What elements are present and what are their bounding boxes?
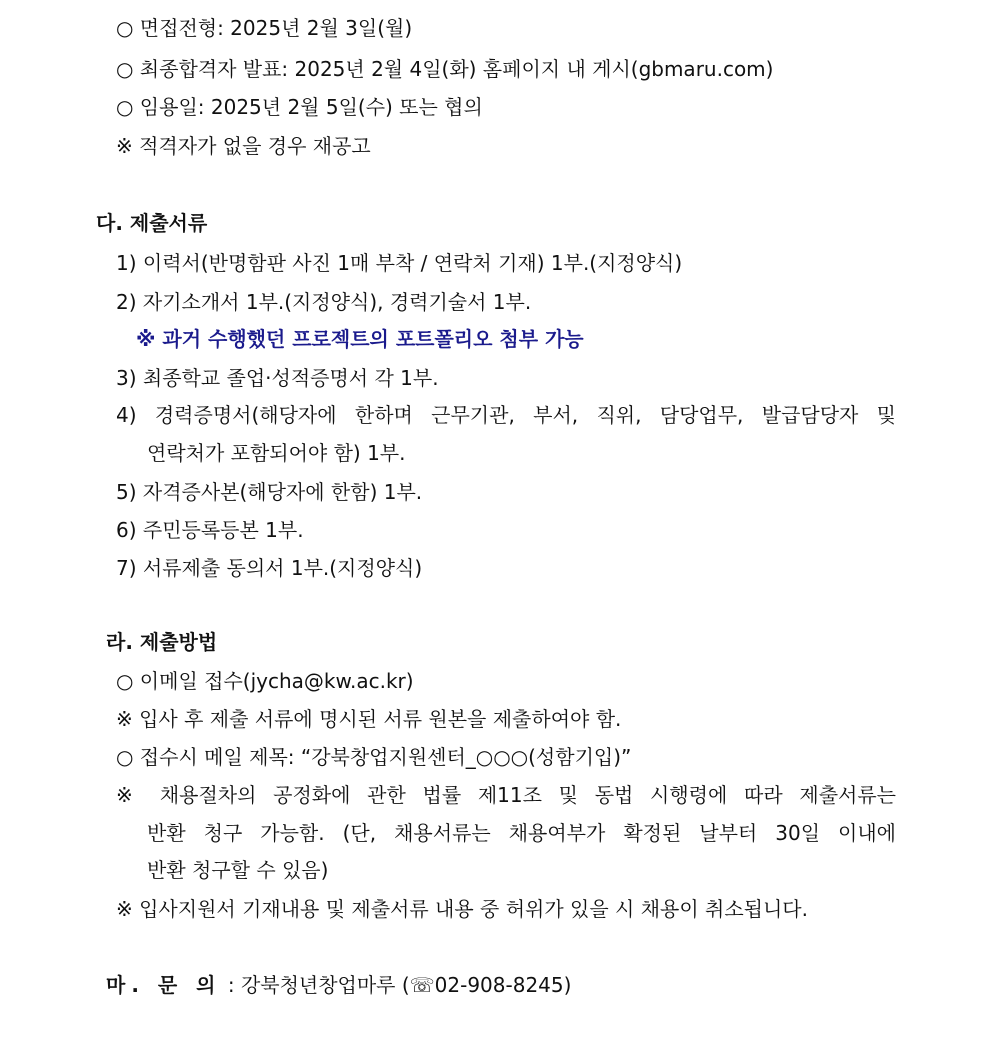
contact-line (106, 971, 571, 999)
contact-label: 마. 문 의 (106, 973, 222, 997)
doc-item-3: 3) 최종학교 졸업·성적증명서 각 1부. (116, 366, 439, 390)
original-docs-note: ※ 입사 후 제출 서류에 명시된 서류 원본을 제출하여야 함. (116, 707, 622, 731)
doc-item-5: 5) 자격증사본(해당자에 한함) 1부. (116, 480, 423, 504)
method-heading: 라. 제출방법 (106, 630, 218, 654)
interview-schedule: ○ 면접전형: 2025년 2월 3일(월) (116, 16, 413, 40)
mail-subject: ○ 접수시 메일 제목: “강북창업지원센터_○○○(성함기입)” (116, 745, 632, 769)
portfolio-note: ※ 과거 수행했던 프로젝트의 포트폴리오 첨부 가능 (136, 327, 584, 351)
doc-item-1: 1) 이력서(반명함판 사진 1매 부착 / 연락처 기재) 1부.(지정양식) (116, 251, 683, 275)
false-info-note: ※ 입사지원서 기재내용 및 제출서류 내용 중 허위가 있을 시 채용이 취소됩니다. (116, 897, 808, 921)
fairness-law-note: ※ 채용절차의 공정화에 관한 법률 제11조 및 동법 시행령에 따라 제출서류는 (116, 783, 896, 807)
final-announcement: ○ 최종합격자 발표: 2025년 2월 4일(화) 홈페이지 내 게시(gbmaru.com) (116, 57, 774, 81)
doc-item-7: 7) 서류제출 동의서 1부.(지정양식) (116, 556, 423, 580)
fairness-law-note-end: 반환 청구할 수 있음) (147, 858, 329, 882)
documents-heading: 다. 제출서류 (96, 211, 208, 235)
email-submission: ○ 이메일 접수(jycha@kw.ac.kr) (116, 669, 414, 693)
doc-item-2: 2) 자기소개서 1부.(지정양식), 경력기술서 1부. (116, 290, 532, 314)
appointment-date: ○ 임용일: 2025년 2월 5일(수) 또는 협의 (116, 95, 483, 119)
doc-item-6: 6) 주민등록등본 1부. (116, 518, 304, 542)
contact-value: 강북청년창업마루 (☏02-908-8245) (240, 973, 572, 997)
contact-separator: : (221, 973, 241, 997)
fairness-law-note-cont: 반환 청구 가능함. (단, 채용서류는 채용여부가 확정된 날부터 30일 이내에 (147, 821, 896, 845)
doc-item-4: 4) 경력증명서(해당자에 한하며 근무기관, 부서, 직위, 담당업무, 발급담당자 및 (116, 403, 896, 427)
no-candidate-note: ※ 적격자가 없을 경우 재공고 (116, 134, 371, 158)
doc-item-4-cont: 연락처가 포함되어야 함) 1부. (147, 441, 406, 465)
